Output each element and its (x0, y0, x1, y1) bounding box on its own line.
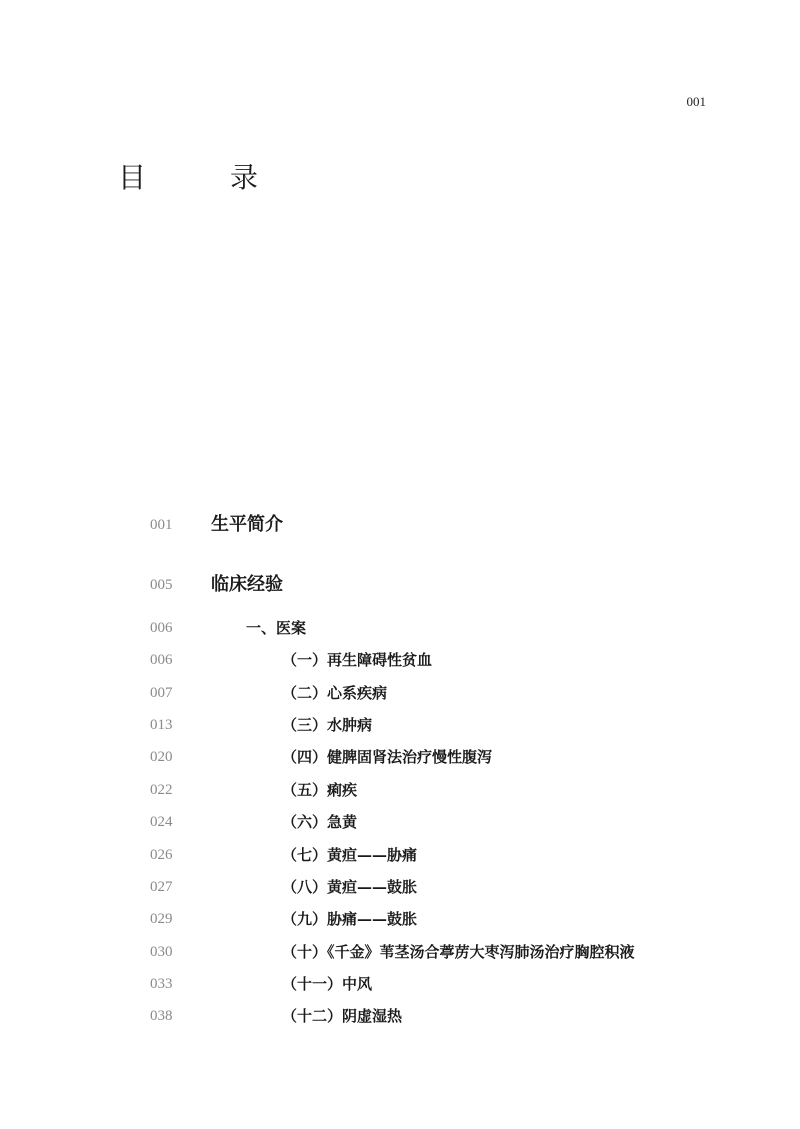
toc-entry[interactable] (0, 711, 800, 739)
toc-entry-biography[interactable] (0, 511, 800, 539)
toc-page-number: 006 (150, 652, 173, 668)
toc-title: （十）《千金》苇茎汤合葶苈大枣泻肺汤治疗胸腔积液 (282, 943, 635, 961)
toc-entry[interactable] (0, 841, 800, 869)
toc-page-number: 030 (150, 944, 173, 960)
page-number: 001 (686, 94, 706, 109)
toc-page-number: 026 (150, 847, 173, 863)
toc-page-number: 038 (150, 1008, 173, 1024)
toc-entry[interactable] (0, 938, 800, 966)
toc-title: 临床经验 (211, 574, 283, 595)
toc-page-number: 024 (150, 814, 173, 830)
toc-title: 生平简介 (211, 514, 283, 535)
toc-title: （八）黄疸——鼓胀 (282, 878, 418, 896)
toc-title: 一、医案 (246, 619, 307, 637)
toc-entry[interactable] (0, 808, 800, 836)
toc-entry[interactable] (0, 646, 800, 674)
toc-title: （九）胁痛——鼓胀 (282, 910, 418, 928)
toc-title: （十二）阴虚湿热 (282, 1007, 403, 1025)
toc-entry[interactable] (0, 905, 800, 933)
toc-title: （二）心系疾病 (282, 684, 388, 702)
toc-title: （一）再生障碍性贫血 (282, 651, 433, 669)
toc-page-number: 022 (150, 782, 173, 798)
toc-title: （六）急黄 (282, 813, 358, 831)
toc-entry[interactable] (0, 679, 800, 707)
toc-title: （五）痢疾 (282, 781, 358, 799)
toc-entry-medical-cases[interactable] (0, 614, 800, 642)
toc-entry[interactable] (0, 776, 800, 804)
toc-title: （十一）中风 (282, 975, 373, 993)
toc-entry[interactable] (0, 743, 800, 771)
toc-page-number: 013 (150, 717, 173, 733)
toc-page-number: 020 (150, 749, 173, 765)
toc-page-number: 033 (150, 976, 173, 992)
toc-page-number: 001 (150, 517, 173, 533)
toc-entry[interactable] (0, 970, 800, 998)
toc-heading: 目 录 (118, 161, 287, 194)
toc-page-number: 005 (150, 577, 173, 593)
toc-entry-clinical-experience[interactable] (0, 571, 800, 599)
toc-entry[interactable] (0, 1002, 800, 1030)
toc-page-number: 006 (150, 620, 173, 636)
toc-title: （七）黄疸——胁痛 (282, 846, 418, 864)
toc-title: （三）水肿病 (282, 716, 373, 734)
toc-page-number: 029 (150, 911, 173, 927)
toc-page-number: 007 (150, 685, 173, 701)
toc-title: （四）健脾固肾法治疗慢性腹泻 (282, 748, 493, 766)
toc-page-number: 027 (150, 879, 173, 895)
toc-entry[interactable] (0, 873, 800, 901)
